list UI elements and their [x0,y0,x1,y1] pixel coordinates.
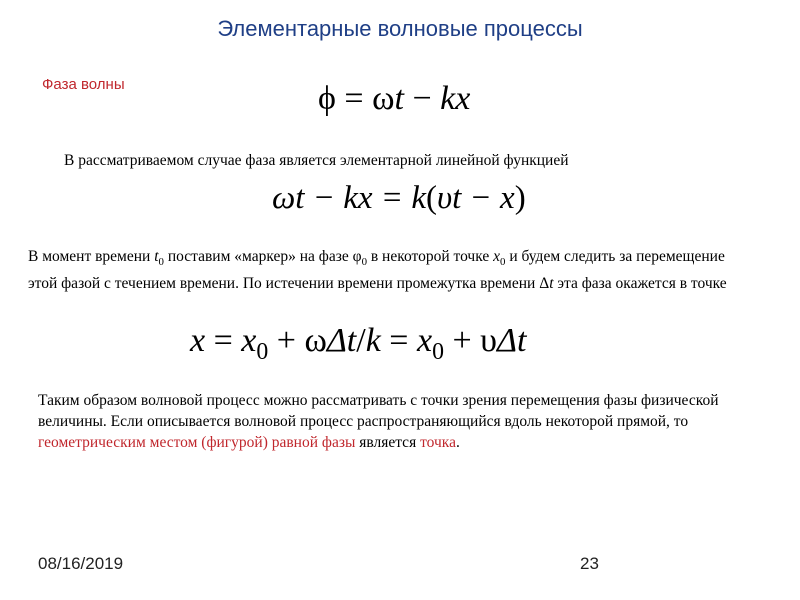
position-formula: $x = x_0 + \omega\Delta t/k = x_0 + \upsilon\Delta t$ [190,322,527,365]
paragraph-linear-function: В рассматриваемом случае фаза является элементарной линейной функцией [64,152,569,169]
paragraph-conclusion: Таким образом волновой процесс можно рассматривать с точки зрения перемещения фазы физической величины. Если описывается волновой процесс распространяющийся вдоль некоторой прямой, то геометрическим местом (фигурой) равной фазы является точка. [38,392,719,451]
phase-formula: ϕ = ωt − kx [318,80,471,117]
phase-label: Фаза волны [42,76,125,93]
paragraph-marker: В момент времени $t_0$ поставим «маркер» на фазе $\varphi_0$ в некоторой точке $x_0$ и будем следить за перемещение этой фазой с течением времени. По истечении времени промежутка времени Δt эта фаза окажется в точке [28,248,727,293]
linear-formula: ωt − kx = k(υt − x) [272,180,526,216]
footer-date: 08/16/2019 [38,554,124,573]
slide-title: Элементарные волновые процессы [217,16,583,41]
footer-page-number: 23 [580,554,599,573]
highlight-geometric-locus: геометрическим местом (фигурой) равной фазы [38,434,356,451]
highlight-point: точка [420,434,456,451]
